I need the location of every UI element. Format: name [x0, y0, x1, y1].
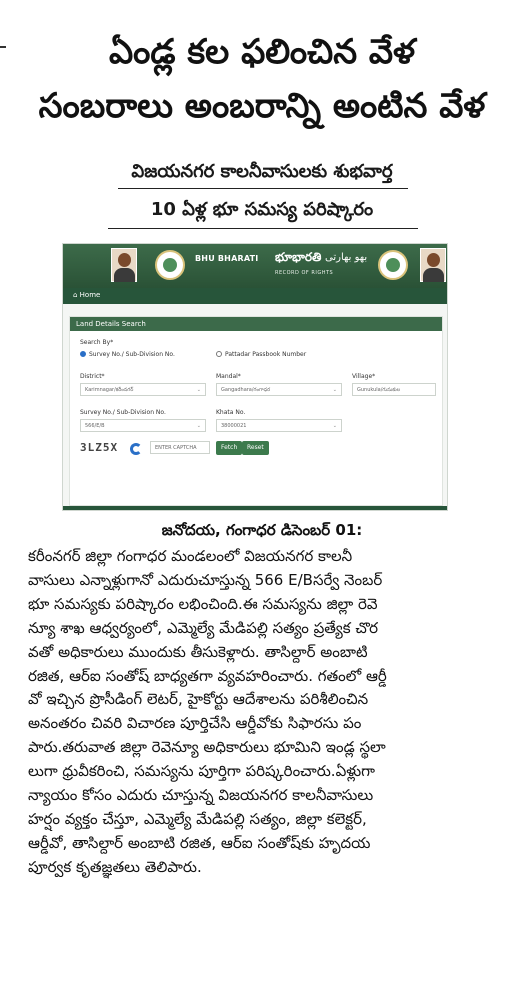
radio-survey-selected — [80, 351, 86, 357]
captcha-image: 3LZ5X — [80, 441, 119, 454]
radio-passbook-label: Pattadar Passbook Number — [225, 351, 307, 358]
village-select — [352, 383, 436, 396]
portal-navbar — [63, 288, 448, 304]
article-line: పూర్వక కృతజ్ఞతలు తెలిపారు. — [28, 857, 202, 876]
article-line: ఆర్డీవో, తాసిల్దార్ అంబాటి రజిత, ఆర్ఐ సంతోష్‌కు హృదయ — [28, 833, 371, 852]
district-value: Karimnagar/కరీంనగర్ — [85, 387, 134, 393]
chevron-down-icon: ⌄ — [332, 423, 337, 429]
land-details-panel — [69, 316, 443, 506]
radio-passbook — [216, 351, 222, 357]
article-line: వో ఇచ్చిన ప్రొసీడింగ్ లెటర్, హైకోర్టు ఆదేశాలను పరిశీలించిన — [28, 690, 369, 709]
chevron-down-icon: ⌄ — [196, 387, 201, 393]
subhead-line-1: విజయనగర కాలనీవాసులకు శుభవార్త — [131, 161, 393, 182]
survey-number-select — [80, 419, 206, 432]
nav-home-link: ⌂ Home — [73, 291, 101, 299]
survey-number-label: Survey No./ Sub-Division No. — [80, 409, 166, 416]
khata-value: 38000021 — [221, 423, 247, 429]
survey-number-value: 566/E/B — [85, 423, 105, 429]
mandal-value: Gangadhara/గంగాధర — [221, 387, 271, 393]
fetch-button: Fetch — [216, 441, 242, 455]
mandal-select — [216, 383, 342, 396]
subhead-divider-2 — [108, 228, 418, 229]
article-line: వాసులు ఎన్నాళ్లుగానో ఎదురుచూస్తున్న 566 E/Bసర్వే నెంబర్ — [28, 570, 383, 589]
subhead-divider-1 — [118, 188, 408, 189]
portal-logo-icon — [378, 250, 408, 280]
leader-photo-left — [111, 248, 137, 282]
headline-line-1: ఏండ్ల కల ఫలించిన వేళ — [108, 32, 415, 72]
portal-footer-bar — [63, 506, 448, 511]
captcha-input — [150, 441, 210, 454]
bhu-bharati-screenshot — [62, 243, 448, 511]
article-line: హర్షం వ్యక్తం చేస్తూ, ఎమ్మెల్యే మేడిపల్లి సత్యం, జిల్లా కలెక్టర్, — [28, 809, 367, 828]
article-line: అనంతరం చివరి విచారణ పూర్తిచేసి ఆర్డీవోకు సిఫారసు పం — [28, 714, 362, 733]
article-line: భూ సమస్యకు పరిష్కారం లభించింది.ఈ సమస్యను జిల్లా రెవె — [28, 594, 378, 613]
brand-subtitle: RECORD OF RIGHTS — [275, 270, 334, 276]
reset-button: Reset — [242, 441, 269, 455]
article-line: కరీంనగర్ జిల్లా గంగాధర మండలంలో విజయనగర కాలనీ — [28, 547, 353, 565]
mandal-label: Mandal* — [216, 373, 241, 380]
subhead-line-2: 10 ఏళ్ల భూ సమస్య పరిష్కారం — [150, 199, 374, 220]
article-line: పారు.తరువాత జిల్లా రెవెన్యూ అధికారులు భూమిని ఇండ్ల స్థలా — [28, 738, 386, 757]
headline-line-2: సంబరాలు అంబరాన్ని అంటిన వేళ — [38, 86, 486, 126]
article-line: న్యూ శాఖ ఆధ్వర్యంలో, ఎమ్మెల్యే మేడిపల్లి సత్యం ప్రత్యేక చొర — [28, 618, 379, 637]
chevron-down-icon: ⌄ — [196, 423, 201, 429]
refresh-icon — [130, 443, 142, 455]
article-line: రజిత, ఆర్ఐ సంతోష్ బాధ్యతగా వ్యవహరించారు. గతంలో ఆర్డీ — [28, 666, 387, 685]
district-select — [80, 383, 206, 396]
khata-label: Khata No. — [216, 409, 246, 416]
article-line: లుగా ధ్రువీకరించి, సమస్యను పూర్తిగా పరిష్కరించారు.ఏళ్లుగా — [28, 762, 376, 781]
village-value: Gunukula/గునుకుల — [357, 387, 401, 393]
brand-telugu: భూభారతి — [275, 250, 322, 264]
search-by-label: Search By* — [80, 339, 114, 346]
article-dateline: జనోదయ, గంగాధర డిసెంబర్ 01: — [161, 521, 363, 539]
article-line: న్యాయం కోసం ఎదురు చూస్తున్న విజయనగర కాలనీవాసులు — [28, 786, 374, 805]
district-label: District* — [80, 373, 105, 380]
brand-urdu: بھو بھارتی — [325, 252, 368, 263]
chevron-down-icon: ⌄ — [332, 387, 337, 393]
village-label: Village* — [352, 373, 376, 380]
captcha-placeholder: ENTER CAPTCHA — [155, 445, 197, 451]
panel-title: Land Details Search — [70, 317, 442, 331]
portal-header — [63, 244, 448, 288]
article-line: వతో అధికారులు ముందుకు తీసుకెళ్లారు. తాసిల్దార్ అంబాటి — [28, 642, 368, 661]
state-emblem-icon — [155, 250, 185, 280]
article-body — [28, 545, 500, 880]
radio-survey-label: Survey No./ Sub-Division No. — [89, 351, 175, 358]
khata-select — [216, 419, 342, 432]
leader-photo-right — [420, 248, 446, 282]
brand-english: BHU BHARATI — [195, 254, 259, 263]
